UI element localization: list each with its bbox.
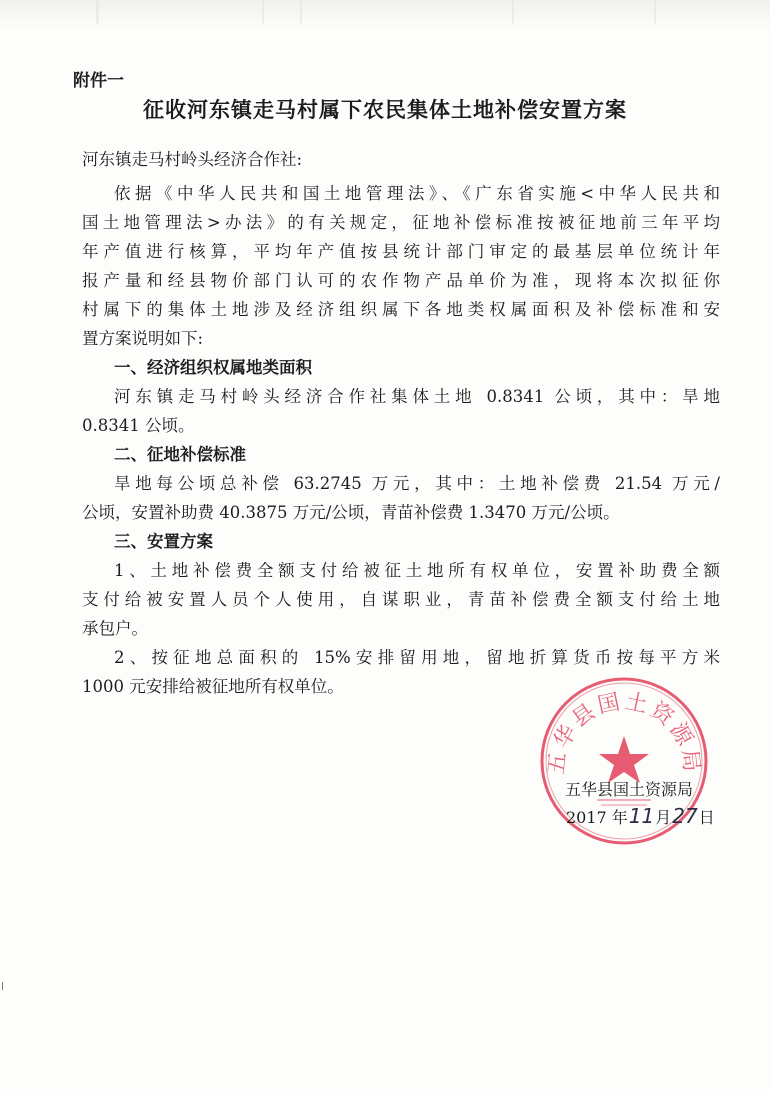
- body-line: 报产量和经县物价部门认可的农作物产品单价为准，现将本次拟征你: [82, 271, 720, 290]
- scan-artifact: [262, 0, 264, 24]
- issuer-name: 五华县国土资源局: [565, 780, 694, 799]
- body-line: 村属下的集体土地涉及经济组织属下各地类权属面积及补偿标准和安: [82, 300, 720, 319]
- seal-text: 五华县国土资源局: [544, 689, 704, 776]
- issue-date: [566, 806, 715, 826]
- body-line: 承包户。: [82, 619, 148, 638]
- body-line: 国土地管理法>办法》的有关规定，征地补偿标准按被征地前三年平均: [82, 213, 720, 232]
- document-title: 征收河东镇走马村属下农民集体土地补偿安置方案: [143, 98, 627, 122]
- seal-star-icon: [599, 736, 649, 783]
- scan-edge-mark: [2, 982, 9, 990]
- addressee: 河东镇走马村岭头经济合作社:: [82, 150, 303, 169]
- section-heading: 二、征地补偿标准: [114, 445, 246, 464]
- body-line: 0.8341 公顷。: [82, 416, 195, 435]
- date-month: 11: [628, 804, 655, 828]
- body-line: 依据《中华人民共和国土地管理法》、《广东省实施<中华人民共和: [114, 184, 720, 203]
- body-line: 1000 元安排给被征地所有权单位。: [82, 677, 344, 696]
- section-heading: 一、经济组织权属地类面积: [114, 358, 312, 377]
- scan-artifact: [512, 0, 514, 24]
- body-line: 公顷，安置补助费 40.3875 万元/公顷，青苗补偿费 1.3470 万元/公顷。: [82, 503, 620, 522]
- section-heading: 三、安置方案: [114, 532, 213, 551]
- body-line: 河东镇走马村岭头经济合作社集体土地 0.8341 公顷，其中：旱地: [114, 387, 720, 406]
- scan-artifact: [654, 0, 656, 24]
- date-month-unit: 月: [655, 808, 672, 827]
- scan-artifact: [300, 0, 302, 24]
- body-line: 旱地每公顷总补偿 63.2745 万元，其中：土地补偿费 21.54 万元/: [114, 474, 720, 493]
- date-year: 2017 年: [566, 808, 628, 827]
- body-line: 年产值进行核算，平均年产值按县统计部门审定的最基层单位统计年: [82, 242, 720, 261]
- date-day: 27: [672, 804, 698, 828]
- scan-artifact: [96, 0, 99, 24]
- body-line: 置方案说明如下:: [82, 329, 204, 348]
- attachment-label: 附件一: [73, 71, 124, 91]
- date-day-unit: 日: [698, 808, 715, 827]
- body-line: 1、土地补偿费全额支付给被征土地所有权单位，安置补助费全额: [114, 561, 720, 580]
- body-line: 2、按征地总面积的 15%安排留用地，留地折算货币按每平方米: [114, 648, 720, 667]
- body-line: 支付给被安置人员个人使用，自谋职业，青苗补偿费全额支付给土地: [82, 590, 720, 609]
